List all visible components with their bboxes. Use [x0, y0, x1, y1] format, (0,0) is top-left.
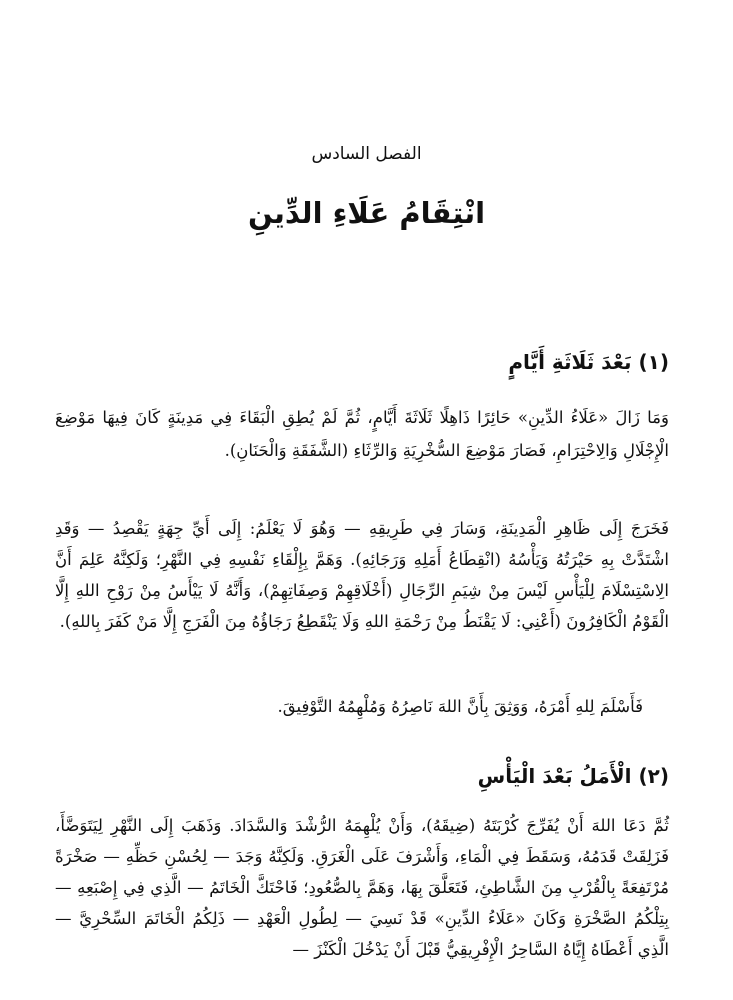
paragraph: ثُمَّ دَعَا اللهَ أَنْ يُفَرِّجَ كُرْبَتَهُ (ضِيقَهُ)، وَأَنْ يُلْهِمَهُ الرُّشْدَ وَالسَّدَادَ. وَذَهَبَ إِلَى النَّهْرِ لِيَتَوَضَّأَ، فَزَلِقَتْ قَدَمُهُ، وَسَقَطَ فِي الْمَاءِ، وَأَشْرَفَ عَلَى الْغَرَقِ. وَلَكِنَّهُ وَجَدَ — لِحُسْنِ حَظِّهِ — صَخْرَةً مُرْتَفِعَةً بِالْقُرْبِ مِنَ الشَّاطِئِ، فَتَعَلَّقَ بِهَا، وَهَمَّ بِالصُّعُودِ؛ فَاحْتَكَّ الْخَاتَمُ — الَّذِي فِي إِصْبَعِهِ — بِتِلْكُمُ الصَّخْرَةِ وَكَانَ «عَلَاءُ الدِّينِ» قَدْ نَسِيَ — لِطُولِ الْعَهْدِ — ذَلِكُمُ الْخَاتَمَ السِّحْرِيَّ — الَّذِي أَعْطَاهُ إِيَّاهُ السَّاحِرُ الْإِفْرِيقِيُّ قَبْلَ أَنْ يَدْخُلَ الْكَنْزَ —: [55, 816, 669, 959]
chapter-title: انْتِقَامُ عَلَاءِ الدِّينِ: [247, 196, 486, 230]
paragraph: فَخَرَجَ إِلَى ظَاهِرِ الْمَدِينَةِ، وَسَارَ فِي طَرِيقِهِ — وَهُوَ لَا يَعْلَمُ: إِلَى أَيِّ جِهَةٍ يَقْصِدُ — وَقَدِ اشْتَدَّتْ بِهِ حَيْرَتُهُ وَيَأْسُهُ (انْقِطَاعُ أَمَلِهِ وَرَجَائِهِ). وَهَمَّ بِإِلْقَاءِ نَفْسِهِ فِي النَّهْرِ؛ وَلَكِنَّهُ عَلِمَ أَنَّ الِاسْتِسْلَامَ لِلْيَأْسِ لَيْسَ مِنْ شِيَمِ الرِّجَالِ (أَخْلَاقِهِمْ وَصِفَاتِهِمْ)، وَأَنَّهُ لَا يَيْأَسُ مِنْ رَوْحِ اللهِ إِلَّا الْقَوْمُ الْكَافِرُونَ (أَعْنِي: لَا يَقْنَطُ مِنْ رَحْمَةِ اللهِ وَلَا يَنْقَطِعُ رَجَاؤُهُ مِنَ الْفَرَجِ إِلَّا مَنْ كَفَرَ بِاللهِ).: [55, 519, 669, 631]
section-heading: (٢) الْأَمَلُ بَعْدَ الْيَأْسِ: [477, 764, 669, 788]
paragraph: وَمَا زَالَ «عَلَاءُ الدِّينِ» حَائِرًا ذَاهِلًا ثَلَاثَةَ أَيَّامٍ، ثُمَّ لَمْ يُطِقِ الْبَقَاءَ فِي مَدِينَةٍ كَانَ فِيهَا مَوْضِعَ الْإِجْلَالِ وَالِاحْتِرَامِ، فَصَارَ مَوْضِعَ السُّخْرِيَةِ وَالرِّثَاءِ (الشَّفَقَةِ وَالْحَنَانِ).: [55, 408, 669, 460]
chapter-label: الفصل السادس: [311, 144, 422, 164]
paragraph: فَأَسْلَمَ لِلهِ أَمْرَهُ، وَوَثِقَ بِأَنَّ اللهَ نَاصِرُهُ وَمُلْهِمُهُ التَّوْفِيقَ.: [277, 697, 643, 716]
section-heading: (١) بَعْدَ ثَلَاثَةِ أَيَّامٍ: [508, 350, 669, 374]
